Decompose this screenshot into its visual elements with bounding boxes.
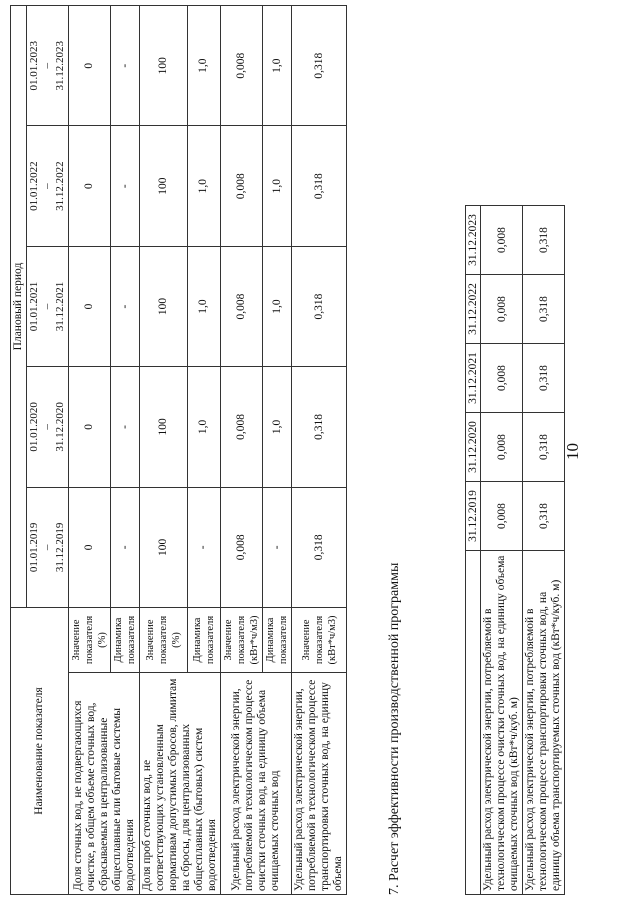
- table-row: [292, 6, 347, 895]
- value-cell: 0,008: [221, 367, 263, 487]
- value-cell: 0,318: [523, 275, 565, 344]
- value-cell: 0,008: [221, 487, 263, 607]
- header-blank: [466, 551, 481, 895]
- row-name: Удельный расход электрической энергии, потребляемой в технологическом процессе транспортировки сточных вод, на единицу объема: [292, 673, 347, 895]
- value-cell: 0,008: [221, 126, 263, 246]
- unit-cell: Значение показателя (кВт*ч/м3): [292, 608, 347, 673]
- year-cell: 31.12.2021: [466, 344, 481, 413]
- value-cell: -: [111, 126, 140, 246]
- value-cell: 100: [140, 126, 188, 246]
- row-name: Удельный расход электрической энергии, потребляемой в технологическом процессе транспортировки сточных вод, на единицу объема транспортируемых сточных вод (кВт*ч/куб. м): [523, 551, 565, 895]
- header-period: Плановый период: [11, 6, 27, 608]
- value-cell: 0,008: [481, 482, 523, 551]
- unit-cell: Значение показателя (%): [140, 608, 188, 673]
- value-cell: 0: [69, 367, 111, 487]
- table-row: [140, 6, 188, 895]
- unit-cell: Значение показателя (кВт*ч/м3): [221, 608, 263, 673]
- value-cell: -: [111, 246, 140, 366]
- value-cell: 0,318: [523, 413, 565, 482]
- top-table: [465, 205, 565, 895]
- value-cell: 0,318: [292, 6, 347, 126]
- year-cell: 31.12.2019: [466, 482, 481, 551]
- value-cell: 1,0: [263, 246, 292, 366]
- row-name: Доля проб сточных вод, не соответствующих установленным нормативам допустимых сбросов, лимитам на сбросы, для централизованных общесплавных (бытовых) систем водоотведения: [140, 673, 221, 895]
- value-cell: 1,0: [263, 126, 292, 246]
- unit-cell: Динамика показателя: [111, 608, 140, 673]
- value-cell: 1,0: [263, 6, 292, 126]
- value-cell: 0,008: [221, 246, 263, 366]
- unit-cell: Значение показателя (%): [69, 608, 111, 673]
- value-cell: 0,318: [292, 367, 347, 487]
- period-cell: 01.01.2023 – 31.12.2023: [27, 6, 69, 126]
- year-cell: 31.12.2022: [466, 275, 481, 344]
- value-cell: 0,318: [523, 206, 565, 275]
- value-cell: 0,318: [292, 246, 347, 366]
- value-cell: 0: [69, 487, 111, 607]
- row-name: Удельный расход электрической энергии, потребляемой в технологическом процессе очистки сточных вод, на единицу объема очищаемых сточных вод: [221, 673, 292, 895]
- value-cell: 100: [140, 246, 188, 366]
- value-cell: 1,0: [187, 6, 220, 126]
- value-cell: 1,0: [187, 367, 220, 487]
- year-cell: 31.12.2020: [466, 413, 481, 482]
- period-cell: 01.01.2022 – 31.12.2022: [27, 126, 69, 246]
- value-cell: 0,318: [523, 482, 565, 551]
- value-cell: 0,318: [523, 344, 565, 413]
- value-cell: -: [111, 6, 140, 126]
- unit-cell: Динамика показателя: [187, 608, 220, 673]
- year-cell: 31.12.2023: [466, 206, 481, 275]
- value-cell: -: [187, 487, 220, 607]
- table-row: [466, 206, 481, 895]
- value-cell: 0,318: [292, 126, 347, 246]
- header-name: Наименование показателя: [11, 608, 69, 895]
- period-cell: 01.01.2020 – 31.12.2020: [27, 367, 69, 487]
- value-cell: 1,0: [187, 126, 220, 246]
- section-title: 7. Расчет эффективности производственной программы: [387, 562, 402, 895]
- value-cell: -: [111, 367, 140, 487]
- value-cell: 100: [140, 6, 188, 126]
- value-cell: 1,0: [187, 246, 220, 366]
- table-row: [221, 6, 263, 895]
- value-cell: 0: [69, 246, 111, 366]
- table-row: [11, 6, 27, 895]
- value-cell: -: [111, 487, 140, 607]
- value-cell: 0: [69, 6, 111, 126]
- efficiency-table: [10, 5, 347, 895]
- value-cell: 0,318: [292, 487, 347, 607]
- value-cell: 100: [140, 487, 188, 607]
- value-cell: 1,0: [263, 367, 292, 487]
- value-cell: 100: [140, 367, 188, 487]
- value-cell: -: [263, 487, 292, 607]
- period-cell: 01.01.2021 – 31.12.2021: [27, 246, 69, 366]
- value-cell: 0,008: [221, 6, 263, 126]
- row-name: Удельный расход электрической энергии, потребляемой в технологическом процессе очистки сточных вод, на единицу объема очищаемых сточных вод (кВт*ч/куб. м): [481, 551, 523, 895]
- value-cell: 0,008: [481, 275, 523, 344]
- value-cell: 0,008: [481, 206, 523, 275]
- period-cell: 01.01.2019 – 31.12.2019: [27, 487, 69, 607]
- row-name: Доля сточных вод, не подвергающихся очистке, в общем объеме сточных вод, сбрасываемых в централизованные общесплавные или бытовые системы водоотведения: [69, 673, 140, 895]
- value-cell: 0,008: [481, 344, 523, 413]
- table-row: [523, 206, 565, 895]
- unit-cell: Динамика показателя: [263, 608, 292, 673]
- table-row: [481, 206, 523, 895]
- page-number: 10: [563, 443, 582, 460]
- value-cell: 0: [69, 126, 111, 246]
- value-cell: 0,008: [481, 413, 523, 482]
- table-row: [69, 6, 111, 895]
